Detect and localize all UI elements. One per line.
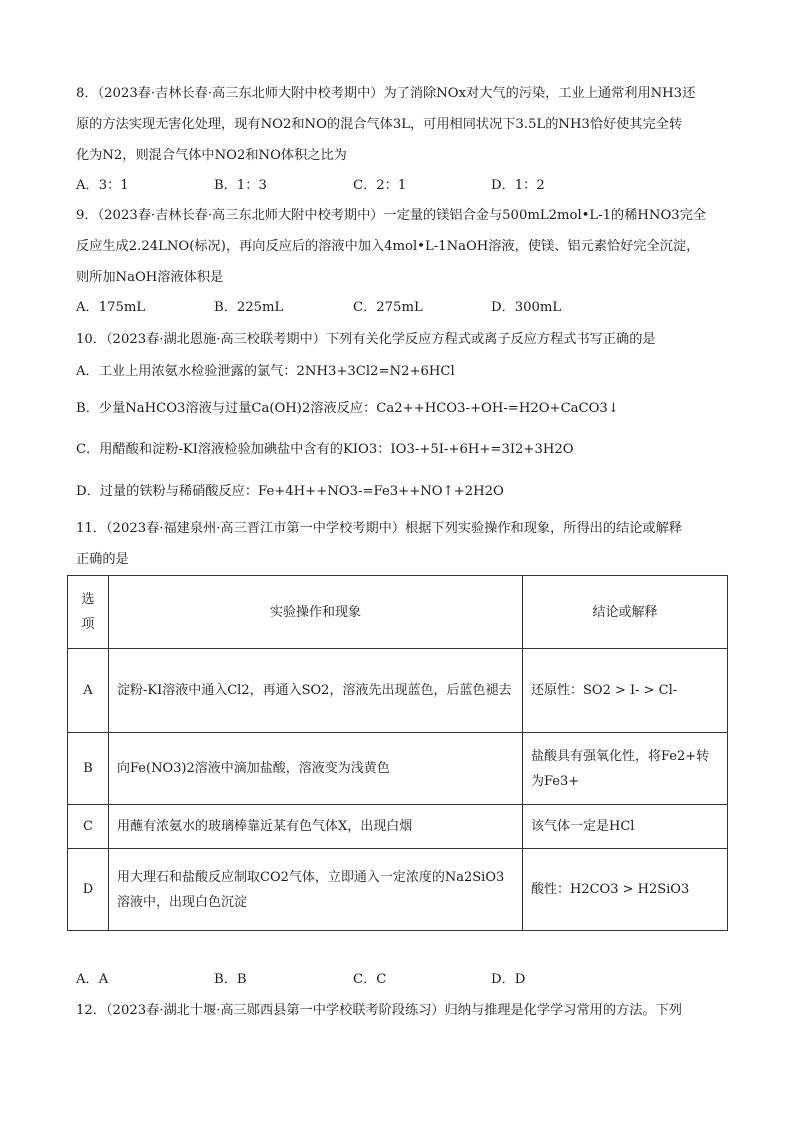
header-option: 选项 <box>68 576 109 649</box>
row-operation: 淀粉-KI溶液中通入Cl2，再通入SO2，溶液先出现蓝色，后蓝色褪去 <box>109 649 523 733</box>
q9-line-1: 9．（2023春·吉林长春·高三东北师大附中校考期中）一定量的镁铝合金与500mL2mol•L-1的稀HNO3完全 <box>76 208 707 223</box>
row-operation: 向Fe(NO3)2溶液中滴加盐酸，溶液变为浅黄色 <box>109 733 523 805</box>
row-conclusion: 盐酸具有强氧化性，将Fe2+转为Fe3+ <box>523 733 728 805</box>
q8-option-a[interactable]: A．3：1 <box>76 178 129 193</box>
q9-line-2: 反应生成2.24LNO(标况)，再向反应后的溶液中加入4mol•L-1NaOH溶液，使镁、铝元素恰好完全沉淀， <box>76 239 700 254</box>
q12-line-1: 12．（2023春·湖北十堰·高三郧西县第一中学校联考阶段练习）归纳与推理是化学学习常用的方法。下列 <box>76 1003 682 1018</box>
header-conclusion: 结论或解释 <box>523 576 728 649</box>
q10-option-c[interactable]: C．用醋酸和淀粉-KI溶液检验加碘盐中含有的KIO3：IO3-+5I-+6H+=3I2+3H2O <box>76 442 574 457</box>
table-header-row <box>68 576 728 649</box>
q9-option-d[interactable]: D．300mL <box>491 300 562 315</box>
q8-option-c[interactable]: C．2：1 <box>353 178 407 193</box>
experiment-table <box>67 575 728 931</box>
header-operation: 实验操作和现象 <box>109 576 523 649</box>
q11-option-b[interactable]: B．B <box>214 972 247 987</box>
row-conclusion: 还原性：SO2 > I- > Cl- <box>523 649 728 733</box>
table-row <box>68 649 728 733</box>
q11-option-c[interactable]: C．C <box>353 972 387 987</box>
q9-option-c[interactable]: C．275mL <box>353 300 423 315</box>
row-label: C <box>68 805 109 849</box>
q10-stem: 10．（2023春·湖北恩施·高三校联考期中）下列有关化学反应方程式或离子反应方程式书写正确的是 <box>76 332 656 347</box>
q9-line-3: 则所加NaOH溶液体积是 <box>76 270 224 285</box>
table-row <box>68 849 728 931</box>
q8-option-b[interactable]: B．1：3 <box>214 178 267 193</box>
q9-option-b[interactable]: B．225mL <box>214 300 284 315</box>
q11-option-a[interactable]: A．A <box>76 972 109 987</box>
q10-option-a[interactable]: A．工业上用浓氨水检验泄露的氯气：2NH3+3Cl2=N2+6HCl <box>76 364 455 379</box>
row-label: B <box>68 733 109 805</box>
q8-line-2: 原的方法实现无害化处理，现有NO2和NO的混合气体3L，可用相同状况下3.5L的NH3恰好使其完全转 <box>76 117 683 132</box>
row-operation: 用蘸有浓氨水的玻璃棒靠近某有色气体X，出现白烟 <box>109 805 523 849</box>
row-label: A <box>68 649 109 733</box>
q11-line-1: 11．（2023春·福建泉州·高三晋江市第一中学校考期中）根据下列实验操作和现象，所得出的结论或解释 <box>76 521 682 536</box>
q10-option-d[interactable]: D．过量的铁粉与稀硝酸反应：Fe+4H++NO3-=Fe3++NO↑+2H2O <box>76 484 504 499</box>
q10-option-b[interactable]: B．少量NaHCO3溶液与过量Ca(OH)2溶液反应：Ca2++HCO3-+OH-=H2O+CaCO3↓ <box>76 401 619 416</box>
row-label: D <box>68 849 109 931</box>
row-conclusion: 酸性：H2CO3 > H2SiO3 <box>523 849 728 931</box>
row-conclusion: 该气体一定是HCl <box>523 805 728 849</box>
table-row <box>68 733 728 805</box>
q11-option-d[interactable]: D．D <box>491 972 526 987</box>
q9-option-a[interactable]: A．175mL <box>76 300 146 315</box>
q8-option-d[interactable]: D．1：2 <box>491 178 545 193</box>
row-operation: 用大理石和盐酸反应制取CO2气体，立即通入一定浓度的Na2SiO3溶液中，出现白色沉淀 <box>109 849 523 931</box>
q8-line-1: 8．（2023春·吉林长春·高三东北师大附中校考期中）为了消除NOx对大气的污染，工业上通常利用NH3还 <box>76 86 696 101</box>
table-row <box>68 805 728 849</box>
q8-line-3: 化为N2，则混合气体中NO2和NO体积之比为 <box>76 148 347 163</box>
q11-line-2: 正确的是 <box>76 552 129 567</box>
